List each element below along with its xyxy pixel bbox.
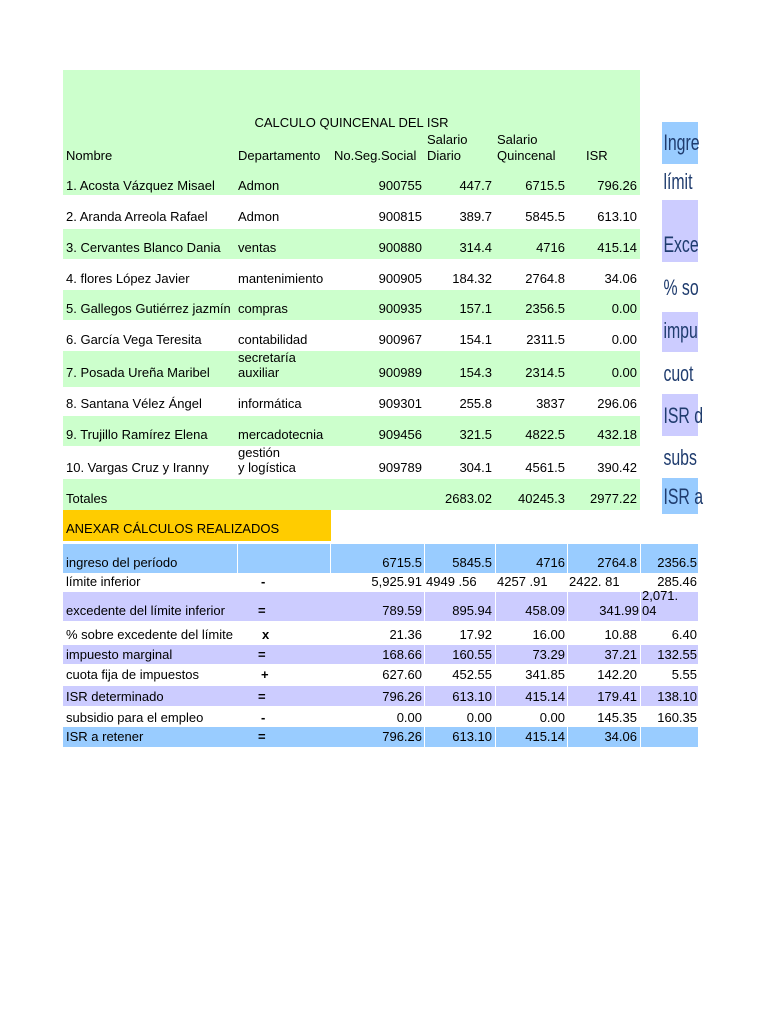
calc-value: 4716 [536,555,565,570]
employee-daily-salary: 154.1 [459,332,492,347]
employee-biweekly-salary: 5845.5 [525,209,565,224]
calc-label: cuota fija de impuestos [66,667,199,682]
header-salario-diario-1: Salario [427,132,468,147]
employee-department-line2: auxiliar [238,365,280,380]
calc-value: 452.55 [452,667,492,682]
side-image-label: Exce [663,232,699,257]
employee-name: 9. Trujillo Ramírez Elena [66,427,208,442]
employee-daily-salary: 154.3 [459,365,492,380]
calc-value: 341.85 [525,667,565,682]
side-image-row [662,200,698,226]
calc-value: 895.94 [452,603,492,618]
employee-nss: 900989 [378,365,422,380]
employee-biweekly-salary: 2314.5 [525,365,565,380]
side-image-label: límit [663,169,693,194]
calc-value: 796.26 [382,689,422,704]
column-divider [330,544,331,573]
calc-label: ISR determinado [66,689,164,704]
employee-nss: 909789 [378,460,422,475]
employee-name: 10. Vargas Cruz y Iranny [66,460,209,475]
calc-value: 0.00 [396,710,422,725]
employee-isr: 432.18 [597,427,637,442]
totals-daily-salary: 2683.02 [445,491,492,506]
employee-daily-salary: 321.5 [459,427,492,442]
header-nombre: Nombre [66,148,113,163]
sheet-title: CALCULO QUINCENAL DEL ISR [254,115,449,130]
calc-value: 613.10 [452,729,492,744]
calc-value: 341.99 [599,603,639,618]
calc-value: 458.09 [525,603,565,618]
calc-label: límite inferior [66,574,141,589]
calc-value: 142.20 [597,667,637,682]
annex-label: ANEXAR CÁLCULOS REALIZADOS [66,521,280,536]
employee-department: contabilidad [238,332,308,347]
header-salario-quincenal-1: Salario [497,132,538,147]
employee-nss: 900755 [378,178,422,193]
calc-value: 0.00 [539,710,565,725]
employee-daily-salary: 184.32 [452,271,492,286]
header-salario-diario-2: Diario [427,148,461,163]
calc-operator: - [261,710,266,725]
calc-value: 160.35 [657,710,697,725]
employee-nss: 900967 [378,332,422,347]
employee-name: 6. García Vega Teresita [66,332,202,347]
calc-value: 5.55 [671,667,697,682]
employee-department: ventas [238,240,277,255]
employee-isr: 415.14 [597,240,637,255]
employee-department: mercadotecnia [238,427,324,442]
calc-operator: - [261,574,266,589]
employee-isr: 0.00 [611,332,637,347]
calc-operator: = [258,729,266,744]
employee-name: 8. Santana Vélez Ángel [66,396,202,411]
employee-daily-salary: 304.1 [459,460,492,475]
calc-value: 37.21 [604,647,637,662]
calc-value: 285.46 [657,574,697,589]
employee-department-line2: y logística [238,460,296,475]
calc-label: excedente del límite inferior [66,603,225,618]
employee-department: informática [238,396,302,411]
employee-department: Admon [238,209,280,224]
calc-label: ingreso del período [66,555,178,570]
calc-label: ISR a retener [66,729,144,744]
calc-value: 34.06 [604,729,637,744]
employee-name: 5. Gallegos Gutiérrez jazmín [66,301,231,316]
employee-department: Admon [238,178,280,193]
calc-value: 16.00 [532,627,565,642]
calc-value: 160.55 [452,647,492,662]
calc-value: 415.14 [525,689,565,704]
side-image-label: % so [663,275,699,300]
employee-name: 3. Cervantes Blanco Dania [66,240,221,255]
calc-value: 627.60 [382,667,422,682]
calc-value: 4949 .56 [426,574,477,589]
calc-value: 10.88 [604,627,637,642]
calc-operator: = [258,647,266,662]
calc-value: 789.59 [382,603,422,618]
calc-value: 73.29 [532,647,565,662]
employee-biweekly-salary: 3837 [536,396,565,411]
calc-value: 796.26 [382,729,422,744]
employee-biweekly-salary: 2764.8 [525,271,565,286]
side-image-label: ISR a [663,484,704,509]
calc-value: 145.35 [597,710,637,725]
employee-nss: 909301 [378,396,422,411]
calc-operator: x [262,627,270,642]
calc-value: 613.10 [452,689,492,704]
employee-name: 2. Aranda Arreola Rafael [66,209,208,224]
header-salario-quincenal-2: Quincenal [497,148,556,163]
employee-biweekly-salary: 4822.5 [525,427,565,442]
employee-daily-salary: 314.4 [459,240,492,255]
side-image-label: subs [663,445,697,470]
calc-value: 6715.5 [382,555,422,570]
calc-label: subsidio para el empleo [66,710,204,725]
employee-biweekly-salary: 2311.5 [526,332,565,347]
employee-department: compras [238,301,288,316]
header-nss: No.Seg.Social [334,148,417,163]
calc-value: 2422. 81 [569,574,620,589]
calc-value-overflow: 2,071. [642,588,679,603]
employee-department: mantenimiento [238,271,324,286]
employee-name: 7. Posada Ureña Maribel [66,365,210,380]
employee-name: 1. Acosta Vázquez Misael [66,178,215,193]
calc-value: 17.92 [459,627,492,642]
calc-label: % sobre excedente del límite [66,627,233,642]
employee-name: 4. flores López Javier [66,271,190,286]
column-divider [424,544,425,747]
calc-operator: + [261,667,269,682]
calc-operator: = [258,689,266,704]
employee-biweekly-salary: 6715.5 [525,178,565,193]
employee-nss: 900880 [378,240,422,255]
calc-value: 0.00 [466,710,492,725]
side-image-label: ISR d [663,403,704,428]
employee-department: secretaría [238,350,296,365]
employee-isr: 296.06 [597,396,637,411]
employee-biweekly-salary: 2356.5 [525,301,565,316]
calc-value: 6.40 [671,627,697,642]
calc-label: impuesto marginal [66,647,173,662]
calc-value: 2356.5 [657,555,697,570]
header-isr: ISR [586,148,608,163]
employee-isr: 796.26 [597,178,637,193]
employee-isr: 390.42 [597,460,637,475]
calc-value: 168.66 [382,647,422,662]
calc-value: 179.41 [597,689,637,704]
side-image-label: impu [663,318,698,343]
employee-isr: 0.00 [611,365,637,380]
calc-value: 5845.5 [452,555,492,570]
calc-value: 132.55 [657,647,697,662]
totals-isr: 2977.22 [590,491,637,506]
calc-value: 21.36 [389,627,422,642]
side-image-label: Ingre [663,130,700,155]
employee-biweekly-salary: 4716 [536,240,565,255]
employee-daily-salary: 255.8 [459,396,492,411]
employee-nss: 909456 [378,427,422,442]
header-departamento: Departamento [238,148,321,163]
employee-biweekly-salary: 4561.5 [525,460,565,475]
calc-value: 415.14 [525,729,565,744]
calc-value: 4257 .91 [497,574,548,589]
employee-isr: 0.00 [611,301,637,316]
calc-value: 138.10 [657,689,697,704]
employee-daily-salary: 389.7 [459,209,492,224]
calc-value: 04 [642,603,657,618]
calc-operator: = [258,603,266,618]
calc-value: 2764.8 [597,555,637,570]
totals-biweekly-salary: 40245.3 [518,491,565,506]
totals-label: Totales [66,491,108,506]
employee-daily-salary: 447.7 [459,178,492,193]
employee-isr: 613.10 [597,209,637,224]
employee-department: gestión [238,445,280,460]
employee-daily-salary: 157.1 [459,301,492,316]
employee-nss: 900815 [378,209,422,224]
employee-nss: 900935 [378,301,422,316]
employee-isr: 34.06 [604,271,637,286]
side-image-label: cuot [663,361,694,386]
calc-value: 5,925.91 [371,574,422,589]
column-divider [237,544,238,573]
employee-nss: 900905 [378,271,422,286]
